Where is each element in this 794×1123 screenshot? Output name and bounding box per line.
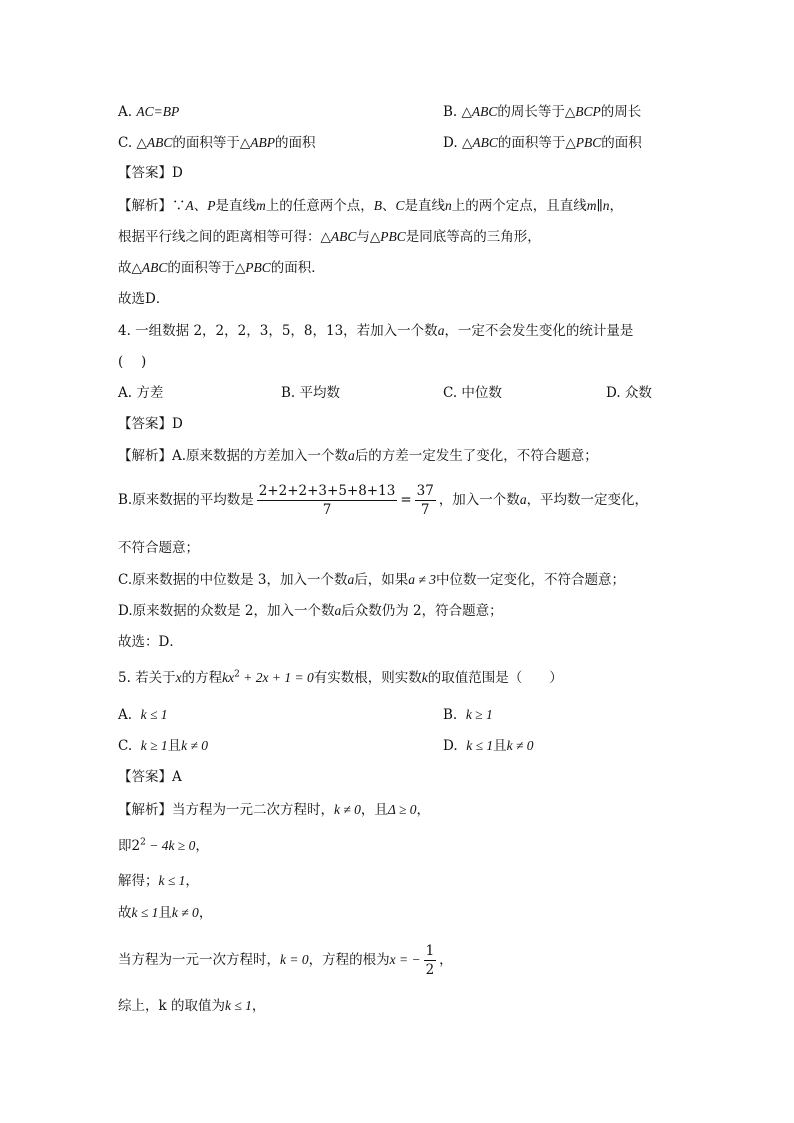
q4-explanation-c bbox=[118, 570, 625, 590]
text: 当方程为一元一次方程时， bbox=[118, 952, 280, 968]
fraction-numerator: 2+2+2+3+5+8+13 bbox=[258, 483, 396, 499]
math-var: ABC bbox=[146, 135, 173, 150]
fraction-numerator: 37 bbox=[416, 483, 434, 499]
text: ， bbox=[195, 838, 209, 854]
option-text: 的面积等于△ bbox=[172, 135, 251, 151]
text: ， bbox=[198, 905, 213, 921]
math-var: P bbox=[207, 198, 216, 213]
text: ，且 bbox=[360, 802, 388, 818]
text: 即 bbox=[118, 838, 132, 854]
math-var: C bbox=[395, 198, 405, 213]
text: ， bbox=[185, 873, 199, 889]
option-label: B. bbox=[443, 707, 458, 723]
option-text: 的面积等于△ bbox=[497, 135, 576, 151]
text: 后的方差一定发生了变化，不符合题意； bbox=[354, 448, 598, 464]
q5-explanation-line-6 bbox=[118, 996, 265, 1016]
q5-option-a bbox=[118, 705, 168, 725]
option-label: D. bbox=[443, 738, 458, 754]
q3-conclusion: 故选D． bbox=[118, 291, 170, 307]
math-var: PBC bbox=[245, 260, 271, 275]
q5-option-b bbox=[443, 705, 493, 725]
option-label: A. bbox=[118, 707, 133, 723]
text: ，一定不会发生变化的统计量是 bbox=[444, 323, 634, 339]
math-expr: k ≤ 1 bbox=[158, 873, 186, 888]
triangle-symbol: △ bbox=[136, 135, 147, 151]
text: D.原来数据的众数是 2，加入一个数 bbox=[118, 603, 335, 619]
math-var: BCP bbox=[575, 104, 601, 119]
text: 且 bbox=[167, 738, 182, 754]
math-var: ABP bbox=[250, 135, 275, 150]
math-expr: k = 0 bbox=[280, 952, 309, 967]
q4-option-a: A. 方差 bbox=[118, 385, 164, 401]
math-var: ABC bbox=[141, 260, 168, 275]
text: ，加入一个数 bbox=[438, 492, 520, 508]
q5-option-c bbox=[118, 736, 208, 756]
math-expr: k ≤ 1 bbox=[140, 707, 168, 722]
q4-option-d: D. 众数 bbox=[606, 385, 652, 401]
text: 根据平行线之间的距离相等可得：△ bbox=[118, 229, 331, 245]
text: 且 bbox=[158, 905, 172, 921]
q4-explanation-b-cont: 不符合题意； bbox=[118, 540, 199, 556]
math-var: ABC bbox=[471, 104, 498, 119]
text: 后众数仍为 2，符合题意； bbox=[341, 603, 503, 619]
text: 且 bbox=[493, 738, 507, 754]
math-expr: 2 bbox=[131, 838, 141, 854]
q4-conclusion: 故选：D． bbox=[118, 634, 183, 650]
q5-explanation-line-3 bbox=[118, 871, 199, 891]
math-expr: k ≠ 0 bbox=[334, 802, 361, 817]
text: 中位数一定变化，不符合题意； bbox=[435, 572, 625, 588]
option-text: 的周长 bbox=[600, 104, 642, 120]
text: ， bbox=[609, 198, 624, 214]
option-text: 的面积 bbox=[274, 135, 316, 151]
text: 、 bbox=[382, 198, 396, 214]
superscript: 2 bbox=[234, 669, 240, 680]
option-text: 的面积 bbox=[601, 135, 642, 151]
fraction-denominator: 2 bbox=[425, 962, 435, 978]
q5-answer: 【答案】A bbox=[118, 769, 182, 785]
q3-option-c bbox=[118, 133, 315, 153]
q5-explanation-line-2 bbox=[118, 836, 209, 856]
option-label: B. bbox=[443, 104, 458, 120]
text: 是同底等高的三角形， bbox=[405, 229, 541, 245]
math-expr: − 4k ≥ 0 bbox=[145, 838, 196, 853]
q4-option-b: B. 平均数 bbox=[281, 385, 341, 401]
fraction-denominator: 7 bbox=[420, 502, 430, 518]
math-var: k bbox=[421, 670, 428, 685]
math-expr: k ≤ 1 bbox=[224, 998, 252, 1013]
math-expr: k ≠ 0 bbox=[171, 905, 199, 920]
q3-option-a bbox=[118, 102, 179, 122]
text: 有实数根，则实数 bbox=[313, 670, 422, 686]
option-text: 的周长等于△ bbox=[497, 104, 576, 120]
text: 是直线 bbox=[215, 198, 256, 214]
triangle-symbol: △ bbox=[461, 135, 473, 151]
math-expr: a ≠ 3 bbox=[408, 572, 436, 587]
math-expr: Δ ≥ 0 bbox=[387, 802, 417, 817]
math-expr: m∥n bbox=[586, 198, 610, 213]
math-expr: k ≥ 1 bbox=[140, 738, 168, 753]
math-var: a bbox=[519, 492, 527, 507]
option-label: C. bbox=[118, 135, 133, 151]
math-expr: x = − bbox=[389, 952, 421, 967]
text: ， bbox=[439, 952, 453, 968]
text: 4. 一组数据 2，2，2，3，5，8，13，若加入一个数 bbox=[118, 323, 438, 339]
math-expr: + 2x + 1 = 0 bbox=[239, 670, 314, 685]
q5-explanation-line-1 bbox=[118, 800, 430, 820]
q5-option-d bbox=[443, 736, 534, 756]
text: 【解析】当方程为一元二次方程时， bbox=[118, 802, 334, 818]
math-expr: k ≤ 1 bbox=[131, 905, 159, 920]
text: 是直线 bbox=[404, 198, 446, 214]
math-expr: k ≠ 0 bbox=[506, 738, 534, 753]
text: 的面积． bbox=[270, 260, 325, 276]
mean-fraction bbox=[257, 482, 398, 519]
q4-explanation-b bbox=[118, 480, 648, 520]
q4-answer-paren: ( ) bbox=[118, 354, 147, 370]
superscript: 2 bbox=[140, 837, 146, 848]
option-label: D. bbox=[443, 135, 458, 151]
text: 故△ bbox=[118, 260, 142, 276]
math-expr: k ≥ 1 bbox=[465, 707, 493, 722]
text: 综上，k 的取值为 bbox=[118, 998, 225, 1014]
q3-option-d bbox=[443, 133, 642, 153]
math-var: a bbox=[334, 603, 342, 618]
math-var: PBC bbox=[380, 229, 406, 244]
math-var: B bbox=[373, 198, 382, 213]
q3-option-b bbox=[443, 102, 641, 122]
text: B.原来数据的平均数是 bbox=[118, 492, 254, 508]
text: 的取值范围是（ ） bbox=[427, 670, 563, 686]
math-var: a bbox=[347, 572, 355, 587]
option-label: A. bbox=[118, 104, 133, 120]
text: 的面积等于△ bbox=[167, 260, 246, 276]
q4-explanation-a bbox=[118, 446, 598, 466]
math-var: PBC bbox=[575, 135, 602, 150]
math-var: n bbox=[445, 198, 452, 213]
text: 上的两个定点，且直线 bbox=[451, 198, 587, 214]
mean-result-fraction bbox=[415, 482, 436, 519]
text: 【解析】∵ bbox=[118, 198, 186, 214]
math-var: A bbox=[185, 198, 194, 213]
text: C.原来数据的中位数是 3，加入一个数 bbox=[118, 572, 348, 588]
q3-explanation-line-1 bbox=[118, 196, 623, 216]
option-text: AC=BP bbox=[136, 104, 180, 119]
math-expr: k ≠ 0 bbox=[181, 738, 209, 753]
q4-answer: 【答案】D bbox=[118, 416, 183, 432]
q3-answer: 【答案】D bbox=[118, 165, 183, 181]
equals-sign: = bbox=[400, 492, 412, 508]
fraction-numerator: 1 bbox=[425, 943, 435, 959]
q3-explanation-line-3 bbox=[118, 258, 325, 278]
math-expr: k ≤ 1 bbox=[466, 738, 494, 753]
text: 5. 若关于 bbox=[118, 670, 176, 686]
q4-option-c: C. 中位数 bbox=[443, 385, 502, 401]
fraction-denominator: 7 bbox=[322, 502, 332, 518]
text: ，平均数一定变化， bbox=[526, 492, 649, 508]
text: 后，如果 bbox=[354, 572, 409, 588]
text: 、 bbox=[193, 198, 208, 214]
triangle-symbol: △ bbox=[461, 104, 472, 120]
root-fraction bbox=[424, 942, 437, 979]
q5-explanation-line-5 bbox=[118, 940, 453, 980]
math-var: ABC bbox=[472, 135, 498, 150]
q4-explanation-d bbox=[118, 601, 503, 621]
math-var: a bbox=[348, 448, 355, 463]
math-var: m bbox=[256, 198, 266, 213]
text: ， bbox=[251, 998, 266, 1014]
q3-explanation-line-2 bbox=[118, 227, 541, 247]
text: 的方程 bbox=[181, 670, 223, 686]
text: 【解析】A.原来数据的方差加入一个数 bbox=[118, 448, 349, 464]
text: 解得； bbox=[118, 873, 159, 889]
q4-stem bbox=[118, 321, 633, 341]
math-var: a bbox=[437, 323, 445, 338]
math-var: ABC bbox=[330, 229, 357, 244]
q5-stem bbox=[118, 668, 563, 688]
text: 与△ bbox=[356, 229, 381, 245]
text: 故 bbox=[118, 905, 132, 921]
option-label: C. bbox=[118, 738, 133, 754]
text: 上的任意两个点， bbox=[265, 198, 374, 214]
math-expr: kx bbox=[222, 670, 235, 685]
text: ， bbox=[416, 802, 430, 818]
text: ，方程的根为 bbox=[308, 952, 390, 968]
q5-explanation-line-4 bbox=[118, 903, 212, 923]
math-var: x bbox=[175, 670, 182, 685]
